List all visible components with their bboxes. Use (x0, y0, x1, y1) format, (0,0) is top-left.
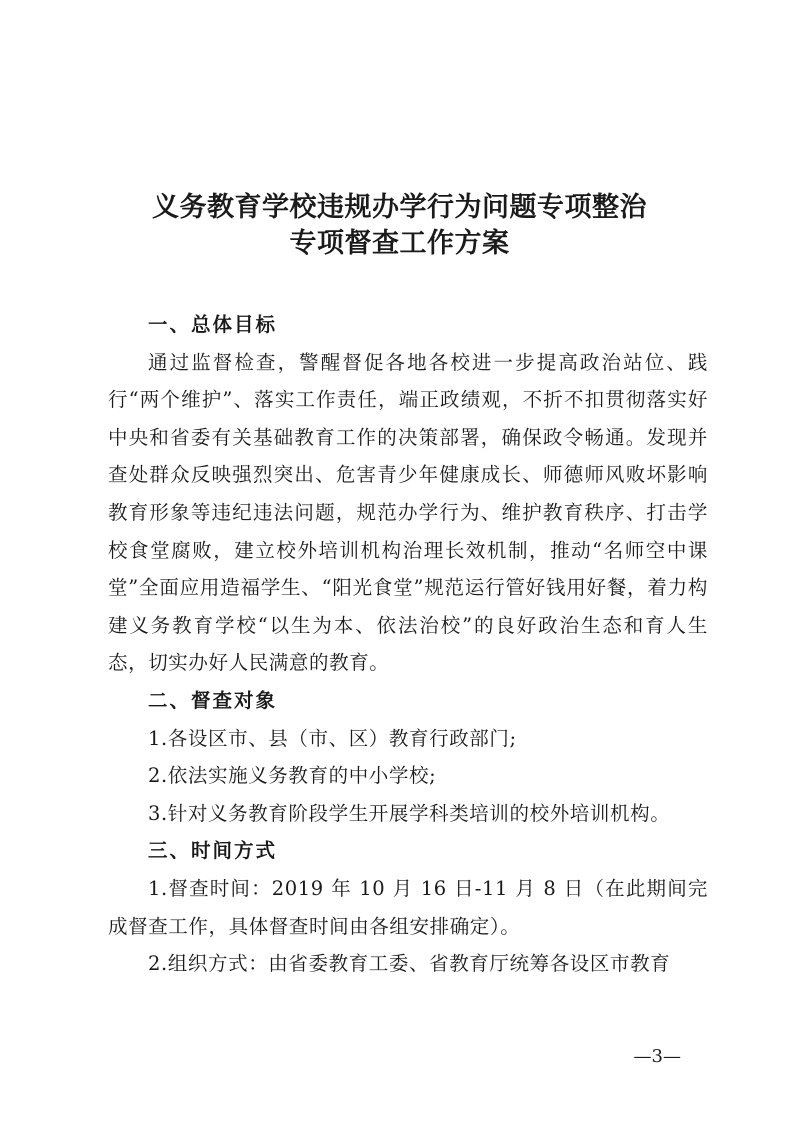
list-item: 2.组织方式：由省委教育工委、省教育厅统筹各设区市教育 (148, 952, 671, 976)
list-item: 3.针对义务教育阶段学生开展学科类培训的校外培训机构。 (148, 801, 671, 825)
list-item: 1.督查时间：2019 年 10 月 16 日-11 月 8 日（在此期间完成督查工作，具体督查时间由各组安排确定）。 (108, 876, 708, 938)
section-heading-targets: 二、督查对象 (148, 688, 278, 712)
document-body (108, 306, 708, 983)
section-paragraph-goals: 通过监督检查，警醒督促各地各校进一步提高政治站位、践行“两个维护”、落实工作责任，端正政绩观，不折不扣贯彻落实好中央和省委有关基础教育工作的决策部署，确保政令畅通。发现并查处群众反映强烈突出、危害青少年健康成长、师德师风败坏影响教育形象等违纪违法问题，规范办学行为、维护教育秩序、打击学校食堂腐败，建立校外培训机构治理长效机制，推动“名师空中课堂”全面应用造福学生、“阳光食堂”规范运行管好钱用好餐，着力构建义务教育学校“以生为本、依法治校”的良好政治生态和育人生态，切实办好人民满意的教育。 (108, 350, 708, 675)
document-title-line1: 义务教育学校违规办学行为问题专项整治 (152, 192, 647, 223)
section-heading-goals: 一、总体目标 (148, 313, 278, 336)
section-heading-schedule: 三、时间方式 (148, 839, 278, 863)
page-number: —3— (633, 1046, 681, 1067)
list-item: 1.各设区市、县（市、区）教育行政部门; (148, 726, 517, 750)
document-title-line2: 专项督查工作方案 (289, 228, 510, 259)
list-item: 2.依法实施义务教育的中小学校; (148, 764, 437, 788)
